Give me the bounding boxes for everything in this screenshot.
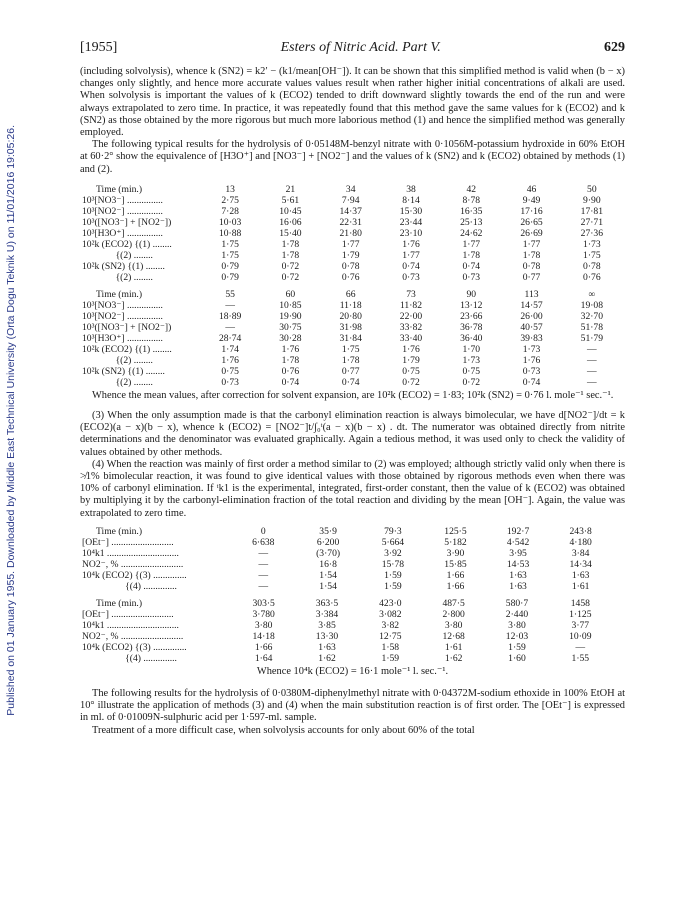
table-cell: 3·90 (446, 547, 465, 559)
table-cell: 0·78 (583, 260, 601, 272)
table-cell: 36·40 (460, 332, 483, 344)
table-row (82, 642, 612, 653)
table-cell: 14·34 (569, 558, 592, 570)
table-cell: 3·77 (571, 619, 590, 631)
table-cell: 14·57 (520, 299, 543, 311)
table-cell: 33·82 (399, 321, 423, 333)
time-cell: 66 (345, 288, 356, 300)
table-cell: 0·74 (402, 260, 420, 272)
provenance-text: Published on 01 January 1955. Downloaded by Middle East Technical University (Orta Dogu Teknik U) on 11/01/2016 19:05:26. (5, 124, 17, 716)
table-cell: 10·88 (218, 227, 242, 239)
table-cell: 21·80 (339, 227, 362, 239)
time-cell: 1458 (570, 597, 590, 609)
table-cell: 1·77 (341, 238, 360, 250)
table-cell: 15·40 (279, 227, 302, 239)
table-cell: 1·125 (569, 608, 592, 620)
table-row (82, 620, 612, 631)
table-cell: — (587, 365, 597, 377)
table-cell: 1·78 (462, 249, 481, 261)
table-cell: 0·79 (221, 271, 239, 283)
row-label: NO2⁻, % .......................... (82, 558, 184, 570)
table-cell: 0·79 (221, 260, 239, 272)
table-row (82, 344, 622, 355)
table-cell: 1·59 (508, 641, 526, 653)
mean-values-2: Whence 10⁴k (ECO2) = 16·1 mole⁻¹ l. sec.⁻¹. (256, 665, 449, 677)
table-cell: 17·81 (580, 205, 604, 217)
table-cell: 17·16 (520, 205, 543, 217)
table-cell: 23·10 (399, 227, 423, 239)
table-cell: — (258, 580, 269, 592)
table-cell: 0·78 (341, 260, 360, 272)
table-cell: 1·66 (446, 569, 465, 581)
table-row (82, 548, 612, 559)
table-cell: — (258, 547, 269, 559)
table-cell: 7·28 (221, 205, 239, 217)
row-label: [OEt⁻] .......................... (82, 536, 174, 548)
table-cell: 20·80 (339, 310, 362, 322)
table-row (82, 581, 612, 592)
table-row (82, 609, 612, 620)
table-cell: 7·94 (341, 194, 360, 206)
row-label: 10³[H3O⁺] ............... (82, 227, 163, 239)
table-row (82, 537, 612, 548)
row-label: 10³[NO3⁻] ............... (82, 194, 163, 206)
row-label: 10²k (ECO2) {(1) ........ (82, 238, 172, 250)
time-label: Time (min.) (96, 183, 143, 195)
table-cell: 30·75 (279, 321, 302, 333)
table-cell: 1·76 (402, 238, 420, 250)
table-header-row (82, 598, 612, 609)
paragraph-6: Treatment of a more difficult case, when solvolysis accounts for only about 60% of the total (92, 724, 475, 736)
table-row (82, 653, 612, 664)
table-cell: 32·70 (580, 310, 604, 322)
row-label: 10⁴k (ECO2) {(3) .............. (82, 641, 187, 653)
table-row (82, 311, 622, 322)
table-cell: — (258, 558, 269, 570)
table-cell: 0·72 (462, 376, 481, 388)
paragraph-3: (3) When the only assumption made is that the carbonyl elimination reaction is always bimolecular, we have d[NO2⁻]/dt = k (ECO2)(a − x)(b − x), whence k (ECO2) = [NO2⁻]t/∫₀ᵗ(a − x)(b − x) . dt. The numerator was obtained directly from nitrite determinations and the denominator was evaluated graphically. Again a tedious method, it was used only to check the validity of values obtained by other methods. (80, 410, 625, 458)
table-cell: 1·78 (281, 249, 300, 261)
table-row (82, 261, 622, 272)
table-cell: 1·74 (221, 343, 239, 355)
table-cell: 3·082 (379, 608, 402, 620)
table-cell: 40·57 (520, 321, 543, 333)
table-cell: 3·80 (508, 619, 526, 631)
table-cell: 0·76 (341, 271, 360, 283)
row-label: 10⁴k (ECO2) {(3) .............. (82, 569, 187, 581)
time-cell: 21 (285, 183, 296, 195)
row-label: 10²k (ECO2) {(1) ........ (82, 343, 172, 355)
time-cell: 90 (466, 288, 477, 300)
row-label: [OEt⁻] .......................... (82, 608, 174, 620)
table-cell: 1·76 (281, 343, 300, 355)
table-cell: 10·85 (279, 299, 302, 311)
table-cell: 33·40 (399, 332, 423, 344)
table-cell: 0·72 (402, 376, 420, 388)
table-cell: 1·76 (221, 354, 239, 366)
table-cell: 1·75 (583, 249, 601, 261)
table-header-row (82, 526, 612, 537)
row-label: 10³[NO2⁻] ............... (82, 310, 163, 322)
table-cell: 5·61 (281, 194, 300, 206)
table-cell: 4·180 (569, 536, 592, 548)
table-cell: — (587, 343, 597, 355)
table-cell: 1·59 (381, 652, 400, 664)
time-cell: 423·0 (379, 597, 402, 609)
table-cell: 51·79 (580, 332, 604, 344)
table-cell: 12·75 (379, 630, 402, 642)
header-title: Esters of Nitric Acid. Part V. (280, 40, 441, 55)
header-page-number: 629 (604, 40, 625, 55)
table-cell: 1·54 (319, 569, 337, 581)
table-cell: 1·78 (522, 249, 541, 261)
table-cell: 10·03 (218, 216, 242, 228)
table-cell: 0·73 (522, 365, 541, 377)
table-cell: — (225, 299, 235, 311)
time-cell: 38 (406, 183, 416, 195)
table-cell: 39·83 (520, 332, 543, 344)
paragraph-1: (including solvolysis), whence k (SN2) = k2′ − (k1/mean[OH⁻]). It can be shown that this simplified method is valid when (b − x) changes only slightly, and hence more accurate values values result when rather higher initial concentrations of alkali are used. When solvolysis is important the values of k (ECO2) tended to drift downward slightly towards the end of the run and were always extrapolated to zero time. In practice, it was repeatedly found that this method gave the same values for k (ECO2) and k (SN2) as those obtained by the more rigorous but much more laborious method (1) and hence the simplified method was generally employed. (80, 66, 625, 139)
table-cell: 1·78 (281, 354, 300, 366)
table-cell: 14·53 (506, 558, 530, 570)
table-cell: 1·58 (381, 641, 400, 653)
table-row (82, 366, 622, 377)
table-cell: 3·85 (318, 619, 336, 631)
table-cell: 14·18 (252, 630, 275, 642)
table-cell: 14·37 (339, 205, 362, 217)
table-cell: 36·78 (460, 321, 483, 333)
table-cell: 18·89 (218, 310, 242, 322)
table-cell: 0·75 (462, 365, 481, 377)
time-cell: 42 (466, 183, 477, 195)
table-row (82, 217, 622, 228)
table-cell: 11·82 (399, 299, 422, 311)
table-cell: 1·54 (319, 580, 337, 592)
table-cell: 3·780 (252, 608, 275, 620)
table-cell: 1·73 (583, 238, 601, 250)
table-4 (82, 598, 612, 664)
page-header (80, 40, 625, 56)
table-row (82, 228, 622, 239)
table-cell: 19·90 (279, 310, 302, 322)
table-cell: 16·35 (460, 205, 483, 217)
table-cell: 0·75 (221, 365, 239, 377)
table-cell: 2·800 (442, 608, 465, 620)
table-cell: 25·13 (460, 216, 483, 228)
table-cell: 1·66 (446, 580, 465, 592)
table-cell: 1·63 (509, 580, 527, 592)
row-label: 10³[NO2⁻] ............... (82, 205, 163, 217)
table-cell: 6·200 (316, 536, 340, 548)
table-cell: — (258, 569, 269, 581)
time-label: Time (min.) (96, 525, 143, 537)
table-cell: 15·30 (399, 205, 423, 217)
table-cell: 1·62 (318, 652, 336, 664)
row-label: NO2⁻, % .......................... (82, 630, 184, 642)
page (80, 40, 625, 737)
table-cell: 1·63 (509, 569, 527, 581)
table-cell: 1·73 (522, 343, 541, 355)
time-cell: 125·5 (444, 525, 467, 537)
table-row (82, 250, 622, 261)
table-cell: 1·59 (384, 580, 402, 592)
table-cell: 27·36 (580, 227, 604, 239)
table-cell: 26·00 (520, 310, 543, 322)
table-cell: 1·66 (254, 641, 273, 653)
table-cell: 5·664 (381, 536, 405, 548)
time-cell: 60 (285, 288, 296, 300)
sidebar-provenance (2, 40, 20, 800)
table-cell: 1·63 (571, 569, 590, 581)
row-label: {(2) ........ (82, 249, 153, 261)
paragraph-2: The following typical results for the hydrolysis of 0·05148M-benzyl nitrate with 0·1056M-potassium hydroxide in 60% EtOH at 60·2° show the equivalence of [H3O⁺] and [NO3⁻] + [NO2⁻] and the values of k (SN2) and k (ECO2) obtained by methods (1) and (2). (80, 139, 625, 175)
table-cell: (3·70) (316, 547, 341, 559)
table-cell: 1·79 (402, 354, 420, 366)
table-cell: — (225, 321, 235, 333)
table-cell: 1·60 (508, 652, 526, 664)
time-label: Time (min.) (96, 288, 143, 300)
table-cell: — (587, 354, 597, 366)
row-label: {(4) .............. (82, 580, 177, 592)
table-cell: 1·76 (522, 354, 541, 366)
table-cell: 3·80 (254, 619, 273, 631)
table-cell: 3·92 (384, 547, 402, 559)
table-cell: 1·59 (384, 569, 402, 581)
table-cell: 16·8 (319, 558, 337, 570)
table-cell: 1·64 (254, 652, 273, 664)
table-cell: 0·73 (462, 271, 481, 283)
table-cell: 0·77 (522, 271, 541, 283)
table-cell: 0·72 (281, 260, 300, 272)
table-cell: 8·78 (462, 194, 481, 206)
table-cell: 0·74 (522, 376, 541, 388)
time-cell: 192·7 (506, 525, 530, 537)
table-row (82, 570, 612, 581)
table-cell: 1·75 (341, 343, 360, 355)
table-cell: 6·638 (252, 536, 275, 548)
time-cell: 50 (587, 183, 597, 195)
table-cell: 0·76 (583, 271, 601, 283)
table-cell: 13·30 (315, 630, 339, 642)
time-cell: 35·9 (319, 525, 337, 537)
table-cell: 12·68 (442, 630, 465, 642)
table-cell: 0·74 (281, 376, 300, 388)
table-cell: 1·76 (402, 343, 420, 355)
table-cell: 1·77 (402, 249, 420, 261)
time-label: Time (min.) (96, 597, 143, 609)
table-cell: 1·70 (462, 343, 481, 355)
mean-values-1: Whence the mean values, after correction for solvent expansion, are 10²k (ECO2) = 1·83; 10²k (SN2) = 0·76 l. mole⁻¹ sec.⁻¹. (92, 389, 614, 401)
table-cell: 1·73 (462, 354, 481, 366)
row-label: 10²k (SN2) {(1) ........ (82, 260, 165, 272)
table-cell: 1·75 (221, 238, 239, 250)
time-cell: 0 (260, 525, 266, 537)
table-cell: 22·00 (399, 310, 423, 322)
time-cell: 113 (524, 288, 539, 300)
time-cell: 34 (345, 183, 356, 195)
time-cell: 243·8 (569, 525, 592, 537)
row-label: {(2) ........ (82, 354, 153, 366)
table-cell: 12·03 (505, 630, 529, 642)
row-label: 10³[H3O⁺] ............... (82, 332, 163, 344)
table-cell: 26·69 (520, 227, 543, 239)
time-cell: 487·5 (442, 597, 465, 609)
table-cell: 1·55 (571, 652, 590, 664)
table-cell: 2·440 (505, 608, 529, 620)
table-cell: 1·78 (281, 238, 300, 250)
table-cell: 3·95 (509, 547, 527, 559)
table-cell: 0·77 (341, 365, 360, 377)
table-cell: 3·384 (315, 608, 339, 620)
row-label: {(4) .............. (82, 652, 177, 664)
row-label: 10⁴k1 .............................. (82, 619, 179, 631)
table-cell: 0·74 (462, 260, 481, 272)
header-year: [1955] (80, 40, 118, 55)
table-cell: 23·44 (399, 216, 423, 228)
table-row (82, 631, 612, 642)
time-cell: 46 (526, 183, 537, 195)
table-cell: 0·73 (402, 271, 420, 283)
table-cell: 0·72 (281, 271, 300, 283)
table-cell: 51·78 (580, 321, 604, 333)
table-row (82, 206, 622, 217)
table-header-row (82, 289, 622, 300)
time-cell: 79·3 (384, 525, 402, 537)
time-cell: 13 (225, 183, 235, 195)
table-cell: 1·62 (444, 652, 463, 664)
table-cell: 1·61 (444, 641, 463, 653)
table-cell: 0·78 (522, 260, 541, 272)
table-1 (82, 184, 622, 283)
table-row (82, 559, 612, 570)
row-label: {(2) ........ (82, 271, 153, 283)
table-row (82, 239, 622, 250)
table-cell: — (575, 641, 586, 653)
table-cell: 24·62 (460, 227, 483, 239)
table-cell: 16·06 (279, 216, 302, 228)
table-row (82, 272, 622, 283)
table-cell: 1·79 (341, 249, 360, 261)
table-cell: 31·84 (339, 332, 362, 344)
table-cell: 3·80 (444, 619, 463, 631)
table-cell: 28·74 (218, 332, 242, 344)
time-cell: 55 (225, 288, 235, 300)
table-cell: 1·78 (341, 354, 360, 366)
row-label: 10³([NO3⁻] + [NO2⁻]) (82, 216, 172, 228)
table-cell: 0·74 (341, 376, 360, 388)
table-cell: 15·78 (381, 558, 405, 570)
table-cell: 0·76 (281, 365, 300, 377)
table-cell: 3·82 (381, 619, 400, 631)
table-cell: 15·85 (444, 558, 467, 570)
table-cell: 0·73 (221, 376, 239, 388)
table-cell: 31·98 (339, 321, 362, 333)
row-label: {(2) ........ (82, 376, 153, 388)
time-cell: 580·7 (505, 597, 529, 609)
table-cell: 2·75 (221, 194, 239, 206)
time-cell: 303·5 (252, 597, 275, 609)
table-cell: 5·182 (444, 536, 467, 548)
table-cell: 19·08 (580, 299, 604, 311)
table-cell: 1·75 (221, 249, 239, 261)
table-cell: 22·31 (339, 216, 362, 228)
table-cell: 9·90 (583, 194, 601, 206)
table-cell: 3·84 (571, 547, 590, 559)
table-cell: 10·09 (569, 630, 592, 642)
table-row (82, 333, 622, 344)
table-cell: 8·14 (402, 194, 420, 206)
table-header-row (82, 184, 622, 195)
table-cell: 9·49 (522, 194, 541, 206)
table-cell: 1·63 (318, 641, 336, 653)
table-row (82, 355, 622, 366)
table-cell: 1·77 (462, 238, 481, 250)
table-cell: 30·28 (279, 332, 302, 344)
table-cell: 27·71 (580, 216, 604, 228)
table-row (82, 377, 622, 388)
paragraph-5: The following results for the hydrolysis of 0·0380M-diphenylmethyl nitrate with 0·04372M-sodium ethoxide in 100% EtOH at 10° illustrate the application of methods (3) and (4) when the main substitution reaction is of first order. The [OEt⁻] is expressed in ml. of 0·01009N-sulphuric acid per 1·597-ml. sample. (80, 688, 625, 724)
table-cell: 10·45 (279, 205, 302, 217)
row-label: 10²k (SN2) {(1) ........ (82, 365, 165, 377)
table-cell: 4·542 (506, 536, 530, 548)
paragraph-4: (4) When the reaction was mainly of first order a method similar to (2) was employed; although strictly valid only when there is ≯1% bimolecular reaction, it was found to give identical values with those obtained by rigorous methods even when there was 10% of carbonyl elimination. If ᵗk1 is the experimental, integrated, first-order constant, then the value of k (ECO2) was obtained by multiplying it by the carbonyl-elimination fraction of the total reaction and dividing by the mean [OH⁻]. Again, the value was extrapolated to zero time. (80, 458, 625, 519)
table-2 (82, 289, 622, 388)
row-label: 10³([NO3⁻] + [NO2⁻]) (82, 321, 172, 333)
time-cell: 73 (406, 288, 416, 300)
time-cell: ∞ (588, 288, 596, 300)
table-cell: 1·61 (571, 580, 590, 592)
table-cell: 11·18 (339, 299, 362, 311)
time-cell: 363·5 (315, 597, 339, 609)
table-cell: 13·12 (460, 299, 483, 311)
table-cell: 0·75 (402, 365, 420, 377)
table-row (82, 195, 622, 206)
table-row (82, 322, 622, 333)
row-label: 10³[NO3⁻] ............... (82, 299, 163, 311)
table-cell: 23·66 (460, 310, 483, 322)
table-row (82, 300, 622, 311)
table-cell: — (587, 376, 597, 388)
table-3 (82, 526, 612, 592)
table-cell: 1·77 (522, 238, 541, 250)
row-label: 10⁴k1 .............................. (82, 547, 179, 559)
table-cell: 26·65 (520, 216, 543, 228)
